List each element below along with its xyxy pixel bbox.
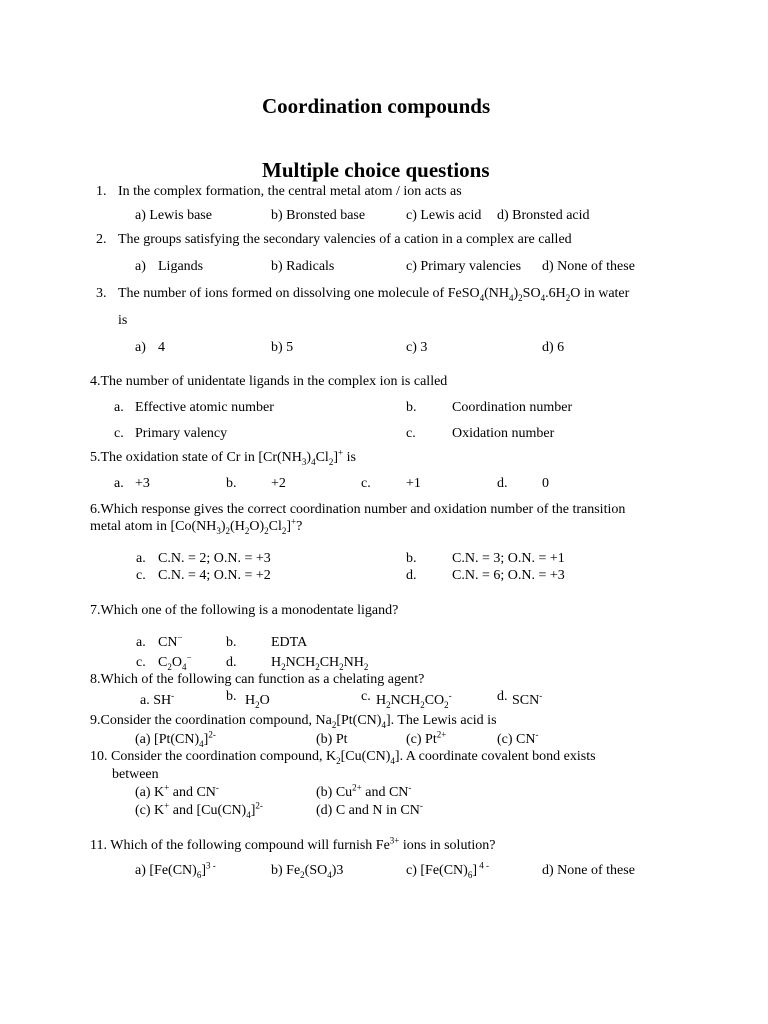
option-b: Coordination number	[452, 400, 573, 415]
option-b: (b) Pt	[316, 732, 348, 747]
question-text: The groups satisfying the secondary valencies of a cation in a complex are called	[118, 232, 572, 247]
option-c-letter: c.	[136, 655, 146, 670]
option-b: b) $Fe_2(SO_4)3$	[271, 863, 344, 880]
option-c: $C_2O_4^-$	[158, 652, 192, 672]
option-d: (d) C and N in CN-	[316, 800, 423, 818]
question-text: The number of ions formed on dissolving one molecule of $FeSO_4(NH_4)_2SO_4.6H_2O$ in water	[118, 286, 630, 303]
option-a: a) Lewis base	[135, 208, 212, 223]
option-d-letter: d.	[497, 689, 508, 704]
option-d: C.N. = 6; O.N. = +3	[452, 568, 565, 583]
question-text: 4.The number of unidentate ligands in the complex ion is called	[90, 374, 448, 389]
option-d: (c) CN-	[497, 729, 539, 747]
option-b-letter: b.	[406, 551, 417, 566]
option-b-letter: b.	[226, 476, 237, 491]
question-text: 6.Which response gives the correct coordination number and oxidation number of the transition	[90, 502, 626, 517]
option-a: 4	[158, 340, 165, 355]
question-number: 1.	[96, 184, 107, 199]
option-b: C.N. = 3; O.N. = +1	[452, 551, 565, 566]
question-text: 9.Consider the coordination compound, $Na_2[Pt(CN)_4]$. The Lewis acid is	[90, 713, 497, 730]
option-c: c) $[Fe(CN)_6]$ $^{4 -}$	[406, 860, 489, 880]
option-b: EDTA	[271, 635, 308, 650]
option-c: (c) K+ and $[Cu(CN)_4]^{2-}$	[135, 800, 263, 820]
option-c: C.N. = 4; O.N. = +2	[158, 568, 271, 583]
option-b: b) Radicals	[271, 259, 335, 274]
question-text: 10. Consider the coordination compound, $K_2[Cu(CN)_4]$. A coordinate covalent bond exists	[90, 749, 596, 766]
option-b: +2	[271, 476, 286, 491]
option-c: c) 3	[406, 340, 428, 355]
question-text: 7.Which one of the following is a monodentate ligand?	[90, 603, 399, 618]
question-text: 8.Which of the following can function as a chelating agent?	[90, 672, 425, 687]
option-a: C.N. = 2; O.N. = +3	[158, 551, 271, 566]
option-c: Primary valency	[135, 426, 228, 441]
option-d: d) Bronsted acid	[497, 208, 590, 223]
option-a: a. SH-	[140, 690, 175, 708]
question-text-continued: is	[118, 313, 128, 328]
option-a-letter: a)	[135, 340, 146, 355]
option-c: (c) $Pt^{2+}$	[406, 729, 447, 747]
section-subtitle: Multiple choice questions	[262, 158, 490, 182]
option-d: 0	[542, 476, 549, 491]
option-a: Ligands	[158, 259, 204, 274]
option-b-letter: b.	[406, 400, 417, 415]
option-b: b) 5	[271, 340, 294, 355]
option-c-letter: c.	[114, 426, 124, 441]
option-a-letter: a)	[135, 259, 146, 274]
option-d-letter: d.	[226, 655, 237, 670]
option-d-letter: d.	[497, 476, 508, 491]
option-c: +1	[406, 476, 421, 491]
option-c-letter: c.	[361, 689, 371, 704]
question-text: In the complex formation, the central metal atom / ion acts as	[118, 184, 462, 199]
option-b-letter: b.	[226, 689, 237, 704]
option-d: $H_2NCH_2CH_2NH_2$	[271, 655, 369, 672]
option-d: d) None of these	[542, 259, 635, 274]
option-a: a) $[Fe(CN)_6]^{3 -}$	[135, 860, 216, 880]
option-d: d) 6	[542, 340, 565, 355]
option-a: +3	[135, 476, 150, 491]
option-b: b) Bronsted base	[271, 208, 366, 223]
option-a: (a) $[Pt(CN)_4]^{2-}$	[135, 729, 216, 749]
option-c: c) Lewis acid	[406, 208, 482, 223]
question-text: 11. Which of the following compound will furnish $Fe^{3+}$ ions in solution?	[90, 835, 496, 853]
option-a: CN−	[158, 632, 183, 650]
question-number: 3.	[96, 286, 107, 301]
option-c-letter: c.	[136, 568, 146, 583]
option-c: c) Primary valencies	[406, 259, 522, 274]
option-a-letter: a.	[114, 400, 124, 415]
option-b: $H_2O$	[245, 693, 270, 710]
option-a: Effective atomic number	[135, 400, 274, 415]
question-text-continued: between	[112, 767, 159, 782]
option-a-letter: a.	[136, 551, 146, 566]
option-c: $H_2NCH_2CO_2^-$	[376, 690, 452, 710]
option-c-letter: c.	[361, 476, 371, 491]
option-a-letter: a.	[114, 476, 124, 491]
question-text-continued: metal atom in $[Co(NH_3)_2(H_2O)_2Cl_2]^+$?	[90, 516, 303, 536]
question-number: 2.	[96, 232, 107, 247]
option-b: (b) $Cu^{2+}$ and CN-	[316, 782, 412, 800]
question-text: 5.The oxidation state of Cr in $[Cr(NH_3)_4Cl_2]^+$ is	[90, 447, 356, 467]
option-d: SCN-	[512, 690, 543, 708]
option-b-letter: b.	[226, 635, 237, 650]
option-d-letter: c.	[406, 426, 416, 441]
option-a: (a) K+ and CN-	[135, 782, 219, 800]
page-title: Coordination compounds	[262, 94, 491, 118]
option-d-letter: d.	[406, 568, 417, 583]
option-d: Oxidation number	[452, 426, 555, 441]
option-a-letter: a.	[136, 635, 146, 650]
option-d: d) None of these	[542, 863, 635, 878]
